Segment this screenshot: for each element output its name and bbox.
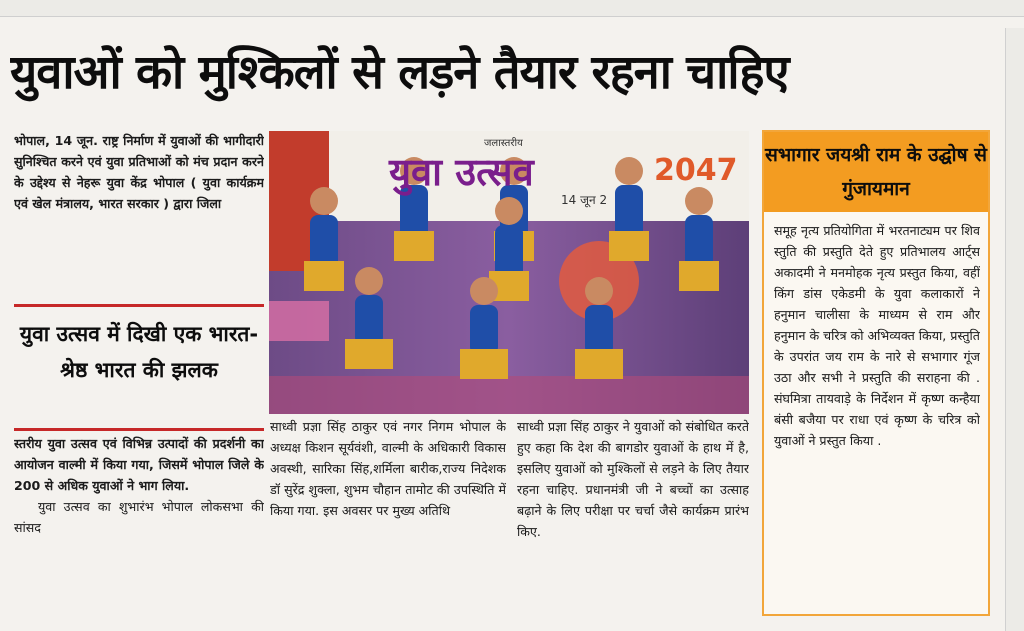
lead-paragraph: भोपाल, 14 जून. राष्ट्र निर्माण में युवाओं की भागीदारी सुनिश्चित करने एवं युवा प्रतिभाओं को मंच प्रदान करने के उद्देश्य से नेहरू युवा केंद्र भोपाल ( युवा कार्यक्रम एवं खेल मंत्रालय, भारत सरकार ) द्वारा जिला <box>14 133 264 211</box>
column-1-bottom <box>14 433 264 631</box>
paragraph: स्तरीय युवा उत्सव एवं विभिन्न उत्पादों की प्रदर्शनी का आयोजन वाल्मी में किया गया, जिसमें भोपाल जिले के 200 से अधिक युवाओं ने भाग लिया. <box>14 436 264 493</box>
column-3 <box>517 416 749 631</box>
previous-article-strip <box>0 0 1024 17</box>
banner-year: 2047 <box>654 153 738 188</box>
banner-top-text: जलास्तरीय <box>484 138 523 149</box>
sidebar-title: सभागार जयश्री राम के उद्घोष से गुंजायमान <box>764 132 988 212</box>
banner-date: 14 जून 2 <box>561 193 608 207</box>
subheading: युवा उत्सव में दिखी एक भारत- श्रेष्ठ भारत की झलक <box>19 322 259 382</box>
paragraph: युवा उत्सव का शुभारंभ भोपाल लोकसभा की सांसद <box>14 499 264 535</box>
column-1-top <box>14 130 264 306</box>
dance-photo <box>269 131 749 414</box>
paragraph: साध्वी प्रज्ञा सिंह ठाकुर एवं नगर निगम भोपाल के अध्यक्ष किशन सूर्यवंशी, वाल्मी के अधिकारी विकास अवस्थी, सारिका सिंह,शर्मिला बारीक,राज्य निदेशक डॉ सुरेंद्र शुक्ला, शुभम चौहान तामोट की उपस्थिति में किया गया. इस अवसर पर मुख्य अतिथि <box>270 419 506 518</box>
paragraph: साध्वी प्रज्ञा सिंह ठाकुर ने युवाओं को संबोधित करते हुए कहा कि देश की बागडोर युवाओं के हाथ में है, इसलिए युवाओं को मुश्किलों से लड़ने के लिए तैयार रहना चाहिए. प्रधानमंत्री जी ने बच्चों का उत्साह बढ़ाने के लिए परीक्षा पर चर्चा जैसे कार्यक्रम प्रारंभ किए. <box>517 419 749 539</box>
sidebar-box <box>762 130 990 616</box>
adjacent-article-strip <box>1005 28 1024 631</box>
divider-rule <box>14 428 264 431</box>
banner-title: युवा उत्सव <box>389 150 534 194</box>
headline: युवाओं को मुश्किलों से लड़ने तैयार रहना चाहिए <box>10 45 789 100</box>
sidebar-body <box>774 220 980 610</box>
sidebar-paragraph: समूह नृत्य प्रतियोगिता में भरतनाट्यम पर शिव स्तुति की प्रस्तुति देते हुए प्रतिभालय आर्ट्स अकादमी ने मनमोहक नृत्य प्रस्तुत किया, वहीं किंग डांस एकेडमी के युवा कलाकारों ने हनुमान चालीसा के माध्यम से राम और हनुमान के चरित्र को अभिव्यक्त किया, प्रस्तुति के उपरांत जय राम के नारे से सभागार गूंज उठा और सभी ने प्रस्तुति की सराहना की . संघमित्रा तायवाड़े के निर्देशन में कृष्ण कन्हैया बंसी बजैया पर राधा एवं कृष्ण के चरित्र को युवाओं ने प्रस्तुत किया . <box>774 223 980 448</box>
column-2 <box>270 416 506 631</box>
